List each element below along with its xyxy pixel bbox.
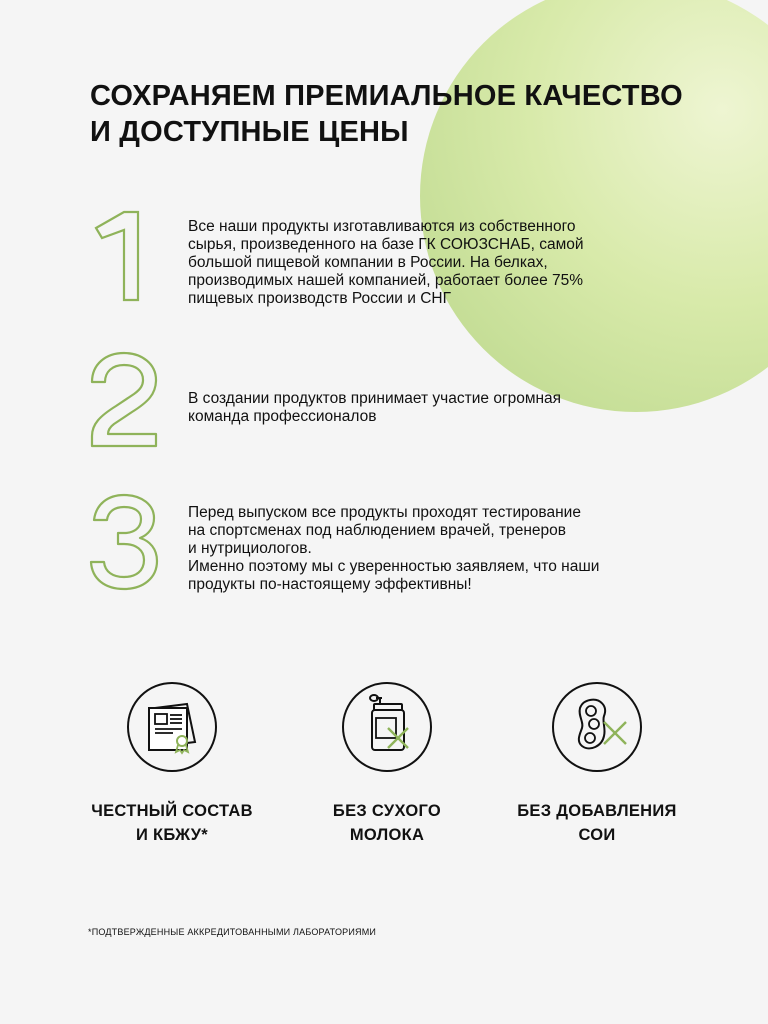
step-1-line: большой пищевой компании в России. На белках, [188,254,548,271]
numeral-two-icon [88,350,160,450]
step-3-line: и нутрициологов. [188,540,312,557]
step-1-line: производимых нашей компанией, работает более 75% [188,272,584,289]
feature-label-line: БЕЗ ДОБАВЛЕНИЯ [517,802,677,820]
step-1-line: сырья, произведенного на базе ГК СОЮЗСНАБ, самой [188,236,584,253]
feature-label-line: СОИ [578,826,616,844]
feature-label [82,799,262,847]
numeral-one-icon [88,206,158,306]
feature-label-line: МОЛОКА [349,826,425,844]
feature-label-line: ЧЕСТНЫЙ СОСТАВ [91,802,253,820]
feature-no-milk-powder [297,682,477,847]
certificate-icon [129,684,215,770]
step-3-line: Именно поэтому мы с уверенностью заявляем, что наши [188,558,600,575]
feature-no-soy [507,682,687,847]
decorative-green-circle [420,0,768,412]
step-1-line: пищевых производств России и СНГ [188,290,452,307]
page-title [90,78,710,150]
step-2-line: В создании продуктов принимает участие огромная [188,390,562,407]
feature-honest-composition [82,682,262,847]
step-3-line: Перед выпуском все продукты проходят тестирование [188,504,581,521]
step-3-text [188,504,658,594]
step-3-line: продукты по-настоящему эффективны! [188,576,472,593]
feature-icon-circle [342,682,432,772]
step-1-line: Все наши продукты изготавливаются из собственного [188,218,576,235]
numeral-three-icon [88,492,160,592]
feature-icon-circle [552,682,642,772]
step-3-line: на спортсменах под наблюдением врачей, тренеров [188,522,566,539]
no-milk-powder-icon [344,684,430,770]
footnote: *ПОДТВЕРЖДЕННЫЕ АККРЕДИТОВАННЫМИ ЛАБОРАТОРИЯМИ [88,927,377,937]
feature-label [297,799,477,847]
title-line-2: И ДОСТУПНЫЕ ЦЕНЫ [90,116,409,148]
step-1-text [188,218,658,308]
no-soy-icon [554,684,640,770]
feature-label [507,799,687,847]
feature-icon-circle [127,682,217,772]
feature-label-line: БЕЗ СУХОГО [332,802,442,820]
feature-label-line: И КБЖУ* [135,826,209,844]
step-2-line: команда профессионалов [188,408,377,425]
title-line-1: СОХРАНЯЕМ ПРЕМИАЛЬНОЕ КАЧЕСТВО [90,80,683,112]
step-2-text [188,390,658,426]
